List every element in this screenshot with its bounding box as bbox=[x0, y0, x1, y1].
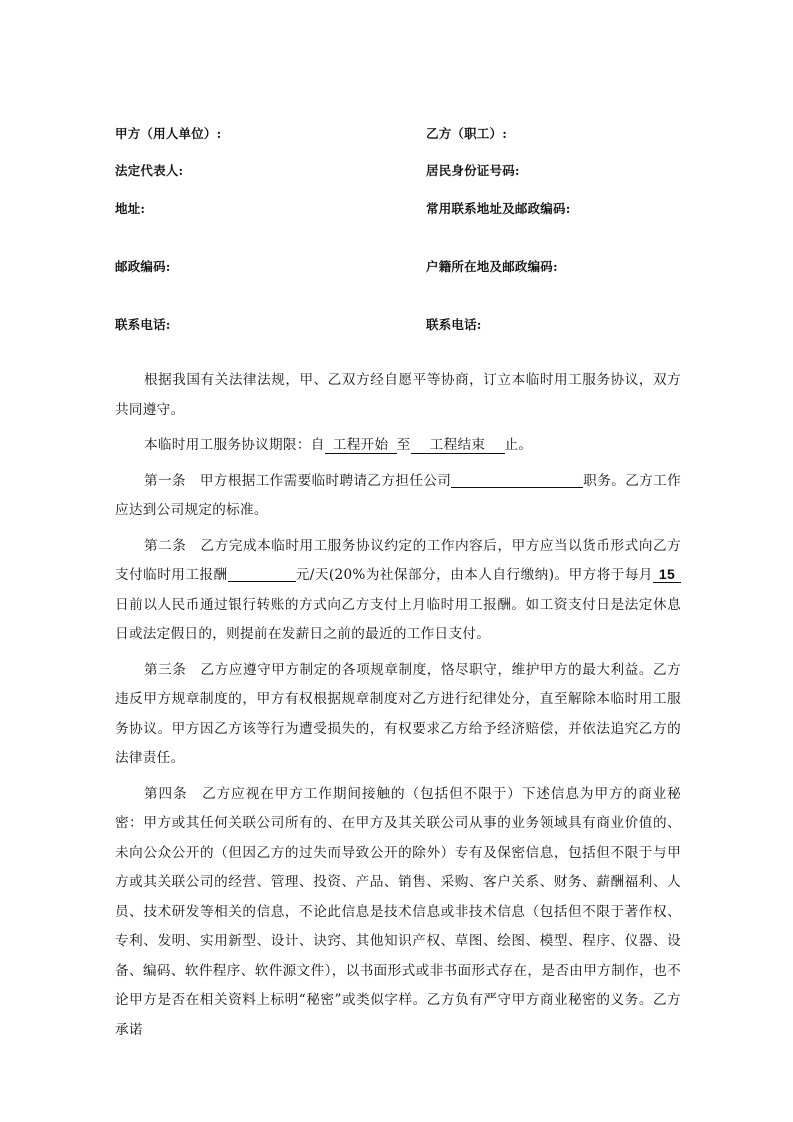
party-b-label: 乙方（职工）: bbox=[426, 126, 508, 141]
phone-a-label: 联系电话: bbox=[115, 317, 171, 332]
party-a-label: 甲方（用人单位）: bbox=[115, 126, 222, 141]
daily-pay-blank bbox=[228, 565, 296, 582]
address-label: 地址: bbox=[115, 201, 146, 216]
intro-paragraph: 根据我国有关法律法规，甲、乙双方经自愿平等协商，订立本临时用工服务协议，双方共同遵守。 bbox=[115, 372, 681, 418]
contact-address-label: 常用联系地址及邮政编码: bbox=[426, 201, 571, 216]
article-1-suffix: 职务。乙方工作应达到公司规定的标准。 bbox=[115, 472, 681, 518]
household-address-label: 户籍所在地及邮政编码: bbox=[426, 259, 558, 274]
article-2-mid: 元/天(20%为社保部分，由本人自行缴纳)。甲方将于每月 bbox=[295, 567, 653, 583]
article-2-suffix: 日前以人民币通过银行转账的方式向乙方支付上月临时用工报酬。如工资支付日是法定休息日或法定假日的，则提前在发薪日之前的最近的工作日支付。 bbox=[115, 596, 681, 642]
postal-code-label: 邮政编码: bbox=[115, 259, 171, 274]
phone-b-label: 联系电话: bbox=[426, 317, 482, 332]
article-3-paragraph: 第三条 乙方应遵守甲方制定的各项规章制度，恪尽职守，维护甲方的最大利益。乙方违反甲方规章制度的，甲方有权根据规章制度对乙方进行纪律处分，直至解除本临时用工服务协议。甲方因乙方该等行为遭受损失的，有权要求乙方给予经济赔偿，并依法追究乙方的法律责任。 bbox=[115, 661, 681, 766]
term-to: 至 bbox=[396, 437, 411, 453]
agreement-body bbox=[115, 366, 681, 1045]
article-4-paragraph: 第四条 乙方应视在甲方工作期间接触的（包括但不限于）下述信息为甲方的商业秘密：甲方或其任何关联公司所有的、在甲方及其关联公司从事的业务领域具有商业价值的、未向公众公开的（但因乙方的过失而导致公开的除外）专有及保密信息，包括但不限于与甲方或其关联公司的经营、管理、投资、产品、销售、采购、客户关系、财务、薪酬福利、人员、技术研发等相关的信息，不论此信息是技术信息或非技术信息（包括但不限于著作权、专利、发明、实用新型、设计、诀窍、其他知识产权、草图、绘图、模型、程序、仪器、设备、编码、软件程序、软件源文件），以书面形式或非书面形式存在，是否由甲方制作，也不论甲方是否在相关资料上标明“秘密”或类似字样。乙方负有严守甲方商业秘密的义务。乙方承诺 bbox=[115, 785, 681, 1038]
pay-day-number: 15 bbox=[653, 566, 681, 583]
article-1-prefix: 第一条 甲方根据工作需要临时聘请乙方担任公司 bbox=[144, 472, 452, 489]
term-prefix: 本临时用工服务协议期限：自 bbox=[144, 437, 325, 453]
article-2-prefix: 第二条 乙方完成本临时用工服务协议约定的工作内容后，甲方应当以货币形式向乙方支付临时用工报酬 bbox=[115, 537, 681, 583]
article-2-paragraph bbox=[115, 532, 681, 650]
term-end-blank: 工程结束 bbox=[411, 437, 505, 454]
term-suffix: 止。 bbox=[504, 437, 533, 453]
id-number-label: 居民身份证号码: bbox=[426, 163, 520, 178]
article-1-paragraph bbox=[115, 467, 681, 526]
term-start-blank: 工程开始 bbox=[325, 437, 397, 454]
legal-representative-label: 法定代表人: bbox=[115, 163, 184, 178]
term-paragraph bbox=[115, 431, 681, 461]
position-blank bbox=[451, 471, 583, 488]
